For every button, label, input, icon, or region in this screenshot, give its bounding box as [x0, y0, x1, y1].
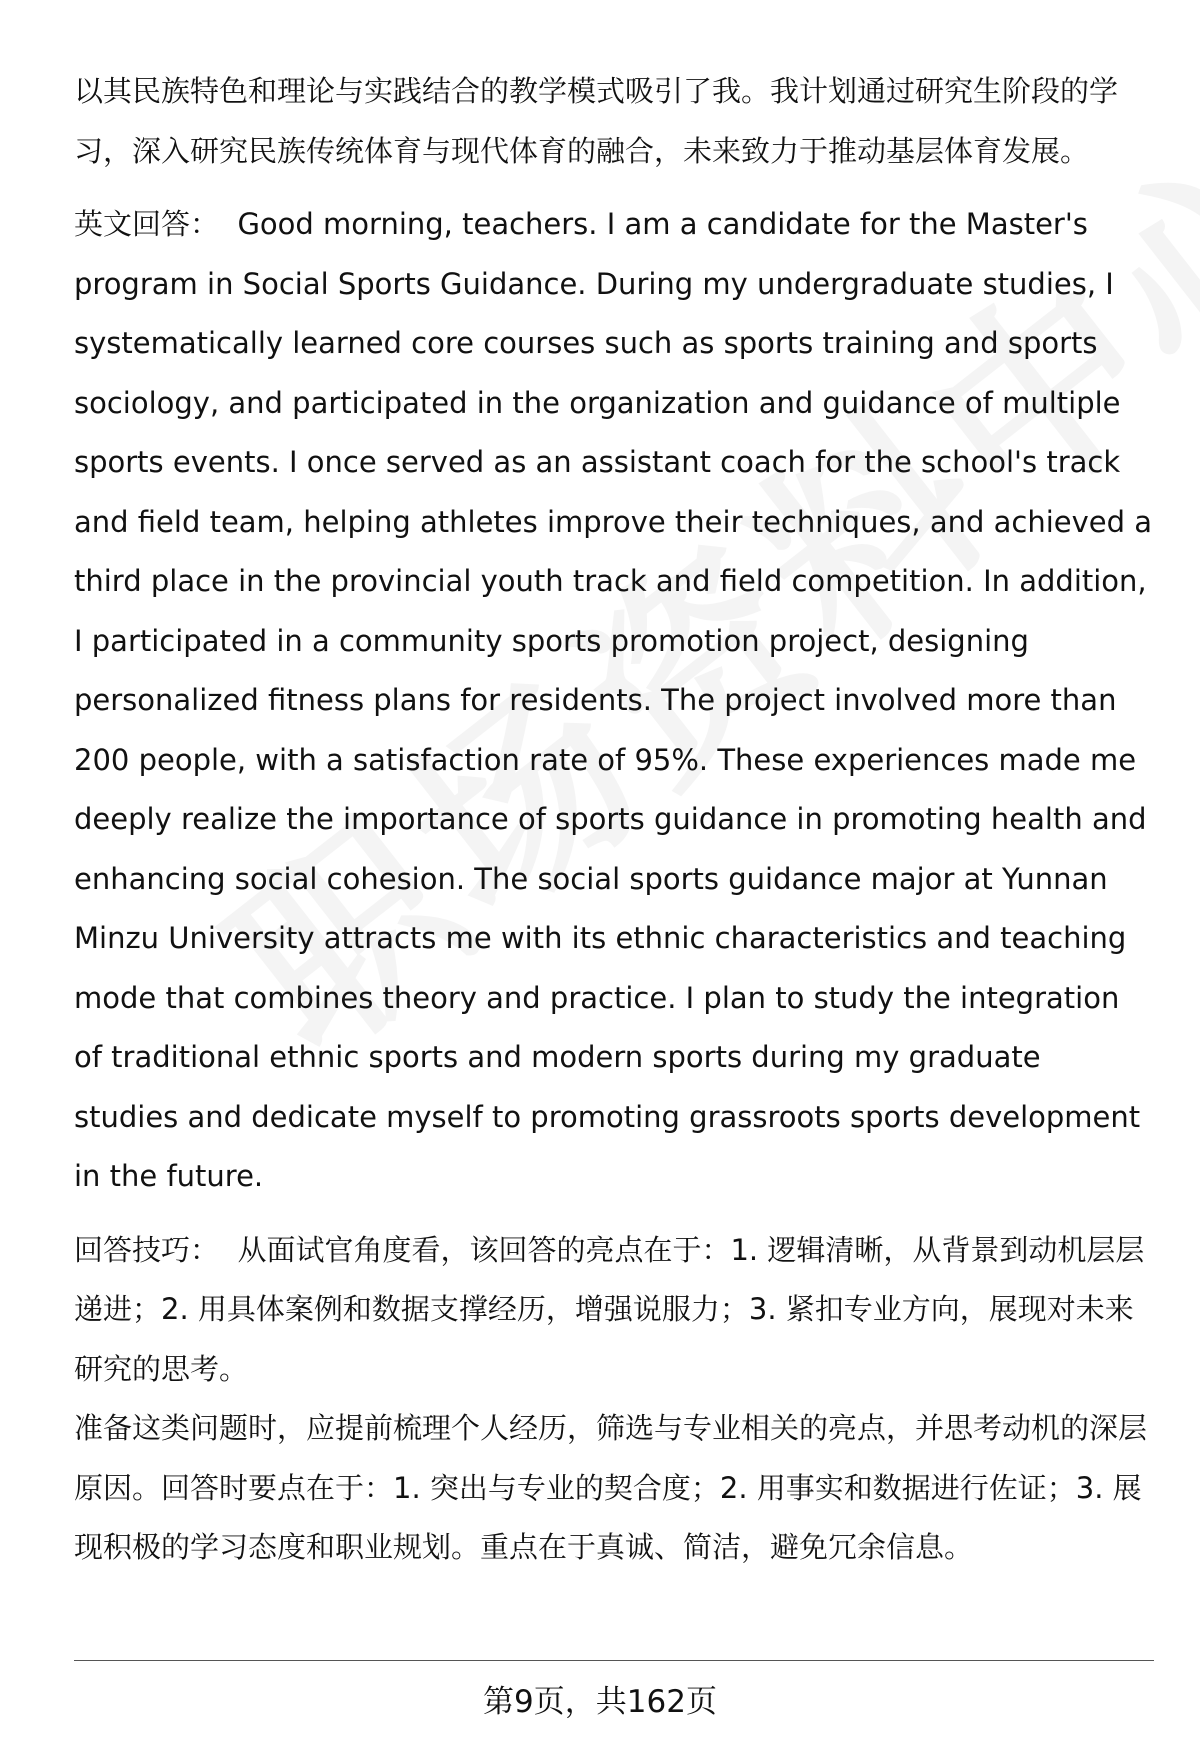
footer-divider: [74, 1660, 1154, 1661]
english-answer-text: Good morning, teachers. I am a candidate for the Master's program in Social Sports Guidance. During my undergraduate studies, I systematically learned core courses such as sports training and sports sociology, and participated in the organization and guidance of multiple sports events. I once served as an assistant coach for the school's track and field team, helping athletes improve their techniques, and achieved a third place in the provincial youth track and field competition. In addition, I participated in a community sports promotion project, designing personalized fitness plans for residents. The project involved more than 200 people, with a satisfaction rate of 95%. These experiences made me deeply realize the importance of sports guidance in promoting health and enhancing social cohesion. The social sports guidance major at Yunnan Minzu University attracts me with its ethnic characteristics and teaching mode that combines theory and practice. I plan to study the integration of traditional ethnic sports and modern sports during my graduate studies and dedicate myself to promoting grassroots sports development in the future.: [74, 207, 1153, 1193]
paragraph-answer-tips: [74, 1221, 1154, 1400]
document-body: [74, 62, 1154, 1578]
answer-tips-label: 回答技巧：: [74, 1232, 220, 1267]
page-indicator: 第9页，共162页: [483, 1684, 717, 1720]
paragraph-english-answer: [74, 195, 1154, 1207]
english-answer-label: 英文回答：: [74, 207, 220, 241]
answer-tips-text: 从面试官角度看，该回答的亮点在于：1. 逻辑清晰，从背景到动机层层递进；2. 用具体案例和数据支撑经历，增强说服力；3. 紧扣专业方向，展现对未来研究的思考。: [74, 1232, 1145, 1386]
paragraph-preparation: 准备这类问题时，应提前梳理个人经历，筛选与专业相关的亮点，并思考动机的深层原因。回答时要点在于：1. 突出与专业的契合度；2. 用事实和数据进行佐证；3. 展现积极的学习态度和职业规划。重点在于真诚、简洁，避免冗余信息。: [74, 1411, 1148, 1564]
paragraph-intro-continuation: 以其民族特色和理论与实践结合的教学模式吸引了我。我计划通过研究生阶段的学习，深入研究民族传统体育与现代体育的融合，未来致力于推动基层体育发展。: [74, 74, 1119, 168]
